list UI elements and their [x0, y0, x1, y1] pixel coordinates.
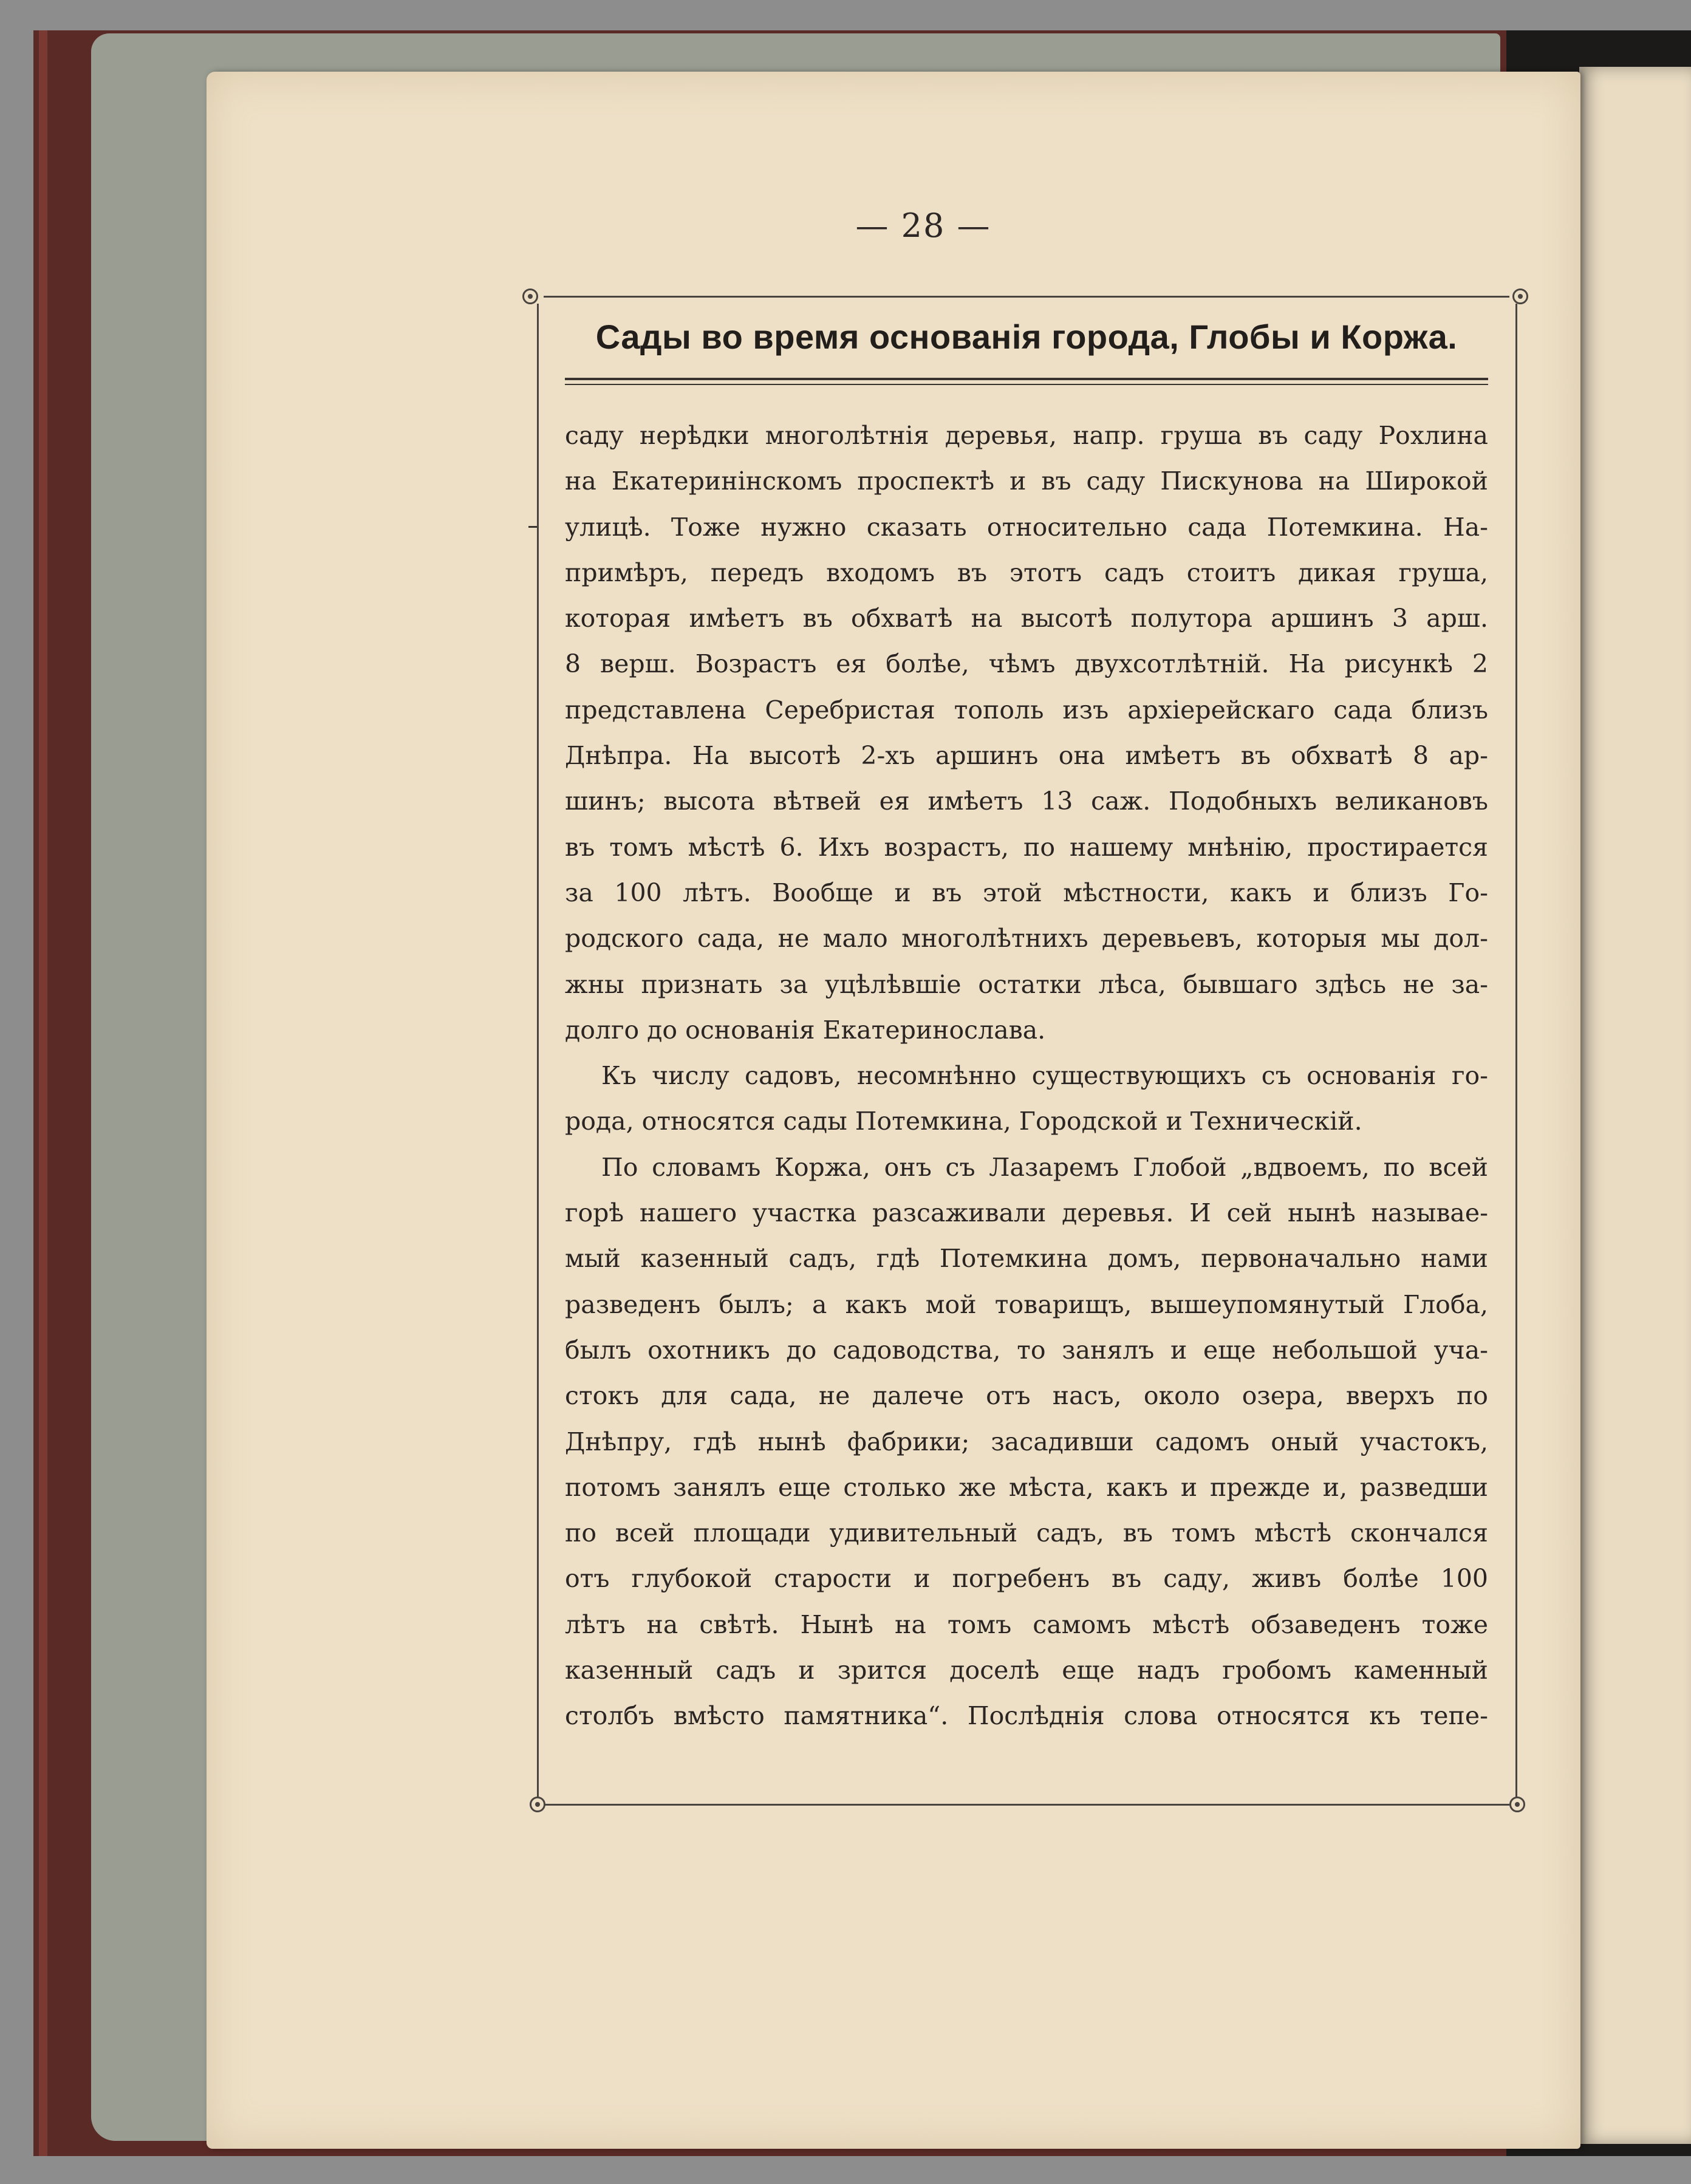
- text-line: Къ числу садовъ, несомнѣнно существующихъ съ основанія го-: [601, 1061, 1488, 1091]
- frame-bottom-line: [544, 1804, 1509, 1806]
- section-title: Сады во время основанія города, Глобы и Коржа.: [595, 318, 1458, 356]
- text-line: потомъ занялъ еще столько же мѣста, какъ и прежде и, разведши: [565, 1472, 1488, 1502]
- body-text: [565, 413, 1488, 1739]
- text-line: былъ охотникъ до садоводства, то занялъ и еще небольшой уча-: [565, 1335, 1488, 1365]
- text-line: По словамъ Коржа, онъ съ Лазаремъ Глобой „вдвоемъ, по всей: [601, 1152, 1488, 1182]
- text-line: мый казенный садъ, гдѣ Потемкина домъ, первоначально нами: [565, 1244, 1488, 1274]
- corner-ornament-icon: [522, 288, 538, 304]
- facing-page: [1579, 67, 1691, 2144]
- frame-left-line: [537, 304, 539, 1798]
- text-line: Днѣпра. На высотѣ 2-хъ аршинъ она имѣетъ въ обхватѣ 8 ар-: [565, 741, 1488, 771]
- text-line: примѣръ, передъ входомъ въ этотъ садъ стоитъ дикая груша,: [565, 558, 1488, 587]
- text-line: на Екатеринінскомъ проспектѣ и въ саду Пискунова на Широкой: [565, 466, 1488, 496]
- text-line: казенный садъ и зрится доселѣ еще надъ гробомъ каменный: [565, 1656, 1488, 1685]
- text-line: жны признать за уцѣлѣвшіе остатки лѣса, бывшаго здѣсь не за-: [565, 969, 1488, 999]
- text-line: разведенъ былъ; а какъ мой товарищъ, вышеупомянутый Глоба,: [565, 1289, 1488, 1319]
- text-line: улицѣ. Тоже нужно сказать относительно сада Потемкина. На-: [565, 512, 1488, 542]
- text-line: 8 верш. Возрастъ ея болѣе, чѣмъ двухсотлѣтній. На рисункѣ 2: [565, 649, 1488, 679]
- text-line: за 100 лѣтъ. Вообще и въ этой мѣстности, какъ и близъ Го-: [565, 878, 1488, 907]
- title-rule-thin: [565, 384, 1488, 385]
- frame-top-line: [544, 296, 1509, 298]
- text-line: родского сада, не мало многолѣтнихъ деревьевъ, которыя мы дол-: [565, 924, 1488, 954]
- text-line: представлена Серебристая тополь изъ архіерейскаго сада близъ: [565, 695, 1488, 725]
- title-rule-thick: [565, 378, 1488, 380]
- text-line: въ томъ мѣстѣ 6. Ихъ возрастъ, по нашему мнѣнію, простирается: [565, 832, 1488, 862]
- corner-ornament-icon: [1509, 1797, 1525, 1812]
- page-number: — 28 —: [855, 206, 991, 245]
- text-line: лѣтъ на свѣтѣ. Нынѣ на томъ самомъ мѣстѣ обзаведенъ тоже: [565, 1609, 1488, 1639]
- corner-ornament-icon: [530, 1797, 545, 1812]
- corner-ornament-icon: [1512, 288, 1528, 304]
- text-line: шинъ; высота вѣтвей ея имѣетъ 13 саж. Подобныхъ великановъ: [565, 787, 1488, 816]
- text-line: долго до основанія Екатеринослава.: [565, 1015, 1046, 1045]
- text-line: отъ глубокой старости и погребенъ въ саду, живъ болѣе 100: [565, 1564, 1488, 1594]
- text-line: стокъ для сада, не далече отъ насъ, около озера, вверхъ по: [565, 1381, 1488, 1411]
- cover-edge: [39, 30, 47, 2156]
- text-line: рода, относятся сады Потемкина, Городской и Техническій.: [565, 1107, 1362, 1136]
- margin-tick: [528, 526, 537, 528]
- text-line: Днѣпру, гдѣ нынѣ фабрики; засадивши садомъ оный участокъ,: [565, 1427, 1488, 1456]
- text-line: горѣ нашего участка разсаживали деревья. И сей нынѣ называе-: [565, 1198, 1488, 1228]
- text-line: саду нерѣдки многолѣтнія деревья, напр. груша въ саду Рохлина: [565, 421, 1488, 450]
- frame-right-line: [1515, 304, 1517, 1798]
- text-line: столбъ вмѣсто памятника“. Послѣднія слова относятся къ тепе-: [565, 1701, 1488, 1731]
- text-line: которая имѣетъ въ обхватѣ на высотѣ полутора аршинъ 3 арш.: [565, 604, 1488, 633]
- text-line: по всей площади удивительный садъ, въ томъ мѣстѣ скончался: [565, 1518, 1488, 1548]
